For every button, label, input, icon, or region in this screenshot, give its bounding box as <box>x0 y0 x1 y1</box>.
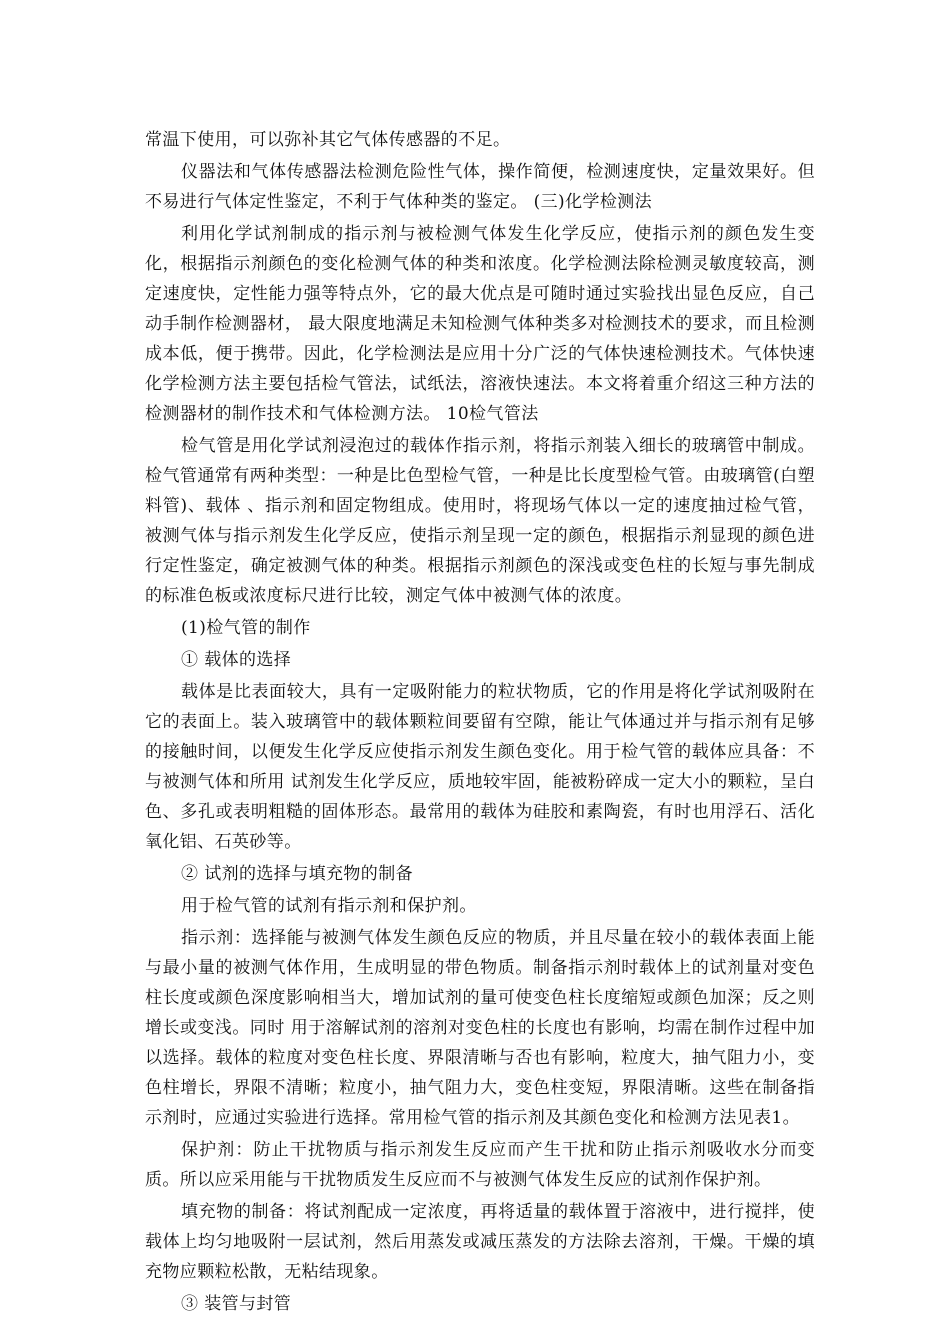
section-heading: (1)检气管的制作 <box>181 618 311 638</box>
subsection-heading: ② 试剂的选择与填充物的制备 <box>181 864 414 884</box>
paragraph: 检气管是用化学试剂浸泡过的载体作指示剂，将指示剂装入细长的玻璃管中制成。检气管通常有两种类型：一种是比色型检气管，一种是比长度型检气管。由玻璃管(白塑料管)、载体 、指示剂和固定物组成。使用时，将现场气体以一定的速度抽过检气管，被测气体与指示剂发生化学反应，使指示剂呈现一定的颜色，根据指示剂显现的颜色进行定性鉴定，确定被测气体的种类。根据指示剂颜色的深浅或变色柱的长短与事先制成的标准色板或浓度标尺进行比较，测定气体中被测气体的浓度。 <box>145 436 815 606</box>
paragraph: 填充物的制备：将试剂配成一定浓度，再将适量的载体置于溶液中，进行搅拌，使载体上均匀地吸附一层试剂，然后用蒸发或减压蒸发的方法除去溶剂，干燥。干燥的填充物应颗粒松散，无粘结现象。 <box>145 1202 815 1282</box>
paragraph: 利用化学试剂制成的指示剂与被检测气体发生化学反应，使指示剂的颜色发生变化，根据指示剂颜色的变化检测气体的种类和浓度。化学检测法除检测灵敏度较高，测定速度快，定性能力强等特点外，它的最大优点是可随时通过实验找出显色反应，自己动手制作检测器材， 最大限度地满足未知检测气体种类多对检测技术的要求，而且检测成本低，便于携带。因此，化学检测法是应用十分广泛的气体快速检测技术。气体快速化学检测方法主要包括检气管法，试纸法，溶液快速法。本文将着重介绍这三种方法的检测器材的制作技术和气体检测方法。 10检气管法 <box>145 224 815 424</box>
paragraph: 仪器法和气体传感器法检测危险性气体，操作简便，检测速度快，定量效果好。但不易进行气体定性鉴定，不利于气体种类的鉴定。 (三)化学检测法 <box>145 162 815 212</box>
paragraph: 指示剂：选择能与被测气体发生颜色反应的物质，并且尽量在较小的载体表面上能与最小量的被测气体作用，生成明显的带色物质。制备指示剂时载体上的试剂量对变色柱长度或颜色深度影响相当大，增加试剂的量可使变色柱长度缩短或颜色加深；反之则增长或变浅。同时 用于溶解试剂的溶剂对变色柱的长度也有影响，均需在制作过程中加以选择。载体的粒度对变色柱长度、界限清晰与否也有影响，粒度大，抽气阻力小，变色柱增长，界限不清晰；粒度小，抽气阻力大，变色柱变短，界限清晰。这些在制备指示剂时，应通过实验进行选择。常用检气管的指示剂及其颜色变化和检测方法见表1。 <box>145 928 815 1128</box>
subsection-heading: ① 载体的选择 <box>181 650 292 670</box>
subsection-heading: ③ 装管与封管 <box>181 1294 292 1314</box>
paragraph: 用于检气管的试剂有指示剂和保护剂。 <box>181 896 477 916</box>
document-body <box>145 125 815 1321</box>
paragraph: 保护剂：防止干扰物质与指示剂发生反应而产生干扰和防止指示剂吸收水分而变质。所以应采用能与干扰物质发生反应而不与被测气体发生反应的试剂作保护剂。 <box>145 1140 815 1190</box>
paragraph: 载体是比表面较大，具有一定吸附能力的粒状物质，它的作用是将化学试剂吸附在它的表面上。装入玻璃管中的载体颗粒间要留有空隙，能让气体通过并与指示剂有足够的接触时间，以便发生化学反应使指示剂发生颜色变化。用于检气管的载体应具备：不与被测气体和所用 试剂发生化学反应，质地较牢固，能被粉碎成一定大小的颗粒，呈白色、多孔或表明粗糙的固体形态。最常用的载体为硅胶和素陶瓷，有时也用浮石、活化氧化铝、石英砂等。 <box>145 682 815 852</box>
paragraph: 常温下使用，可以弥补其它气体传感器的不足。 <box>145 130 511 150</box>
